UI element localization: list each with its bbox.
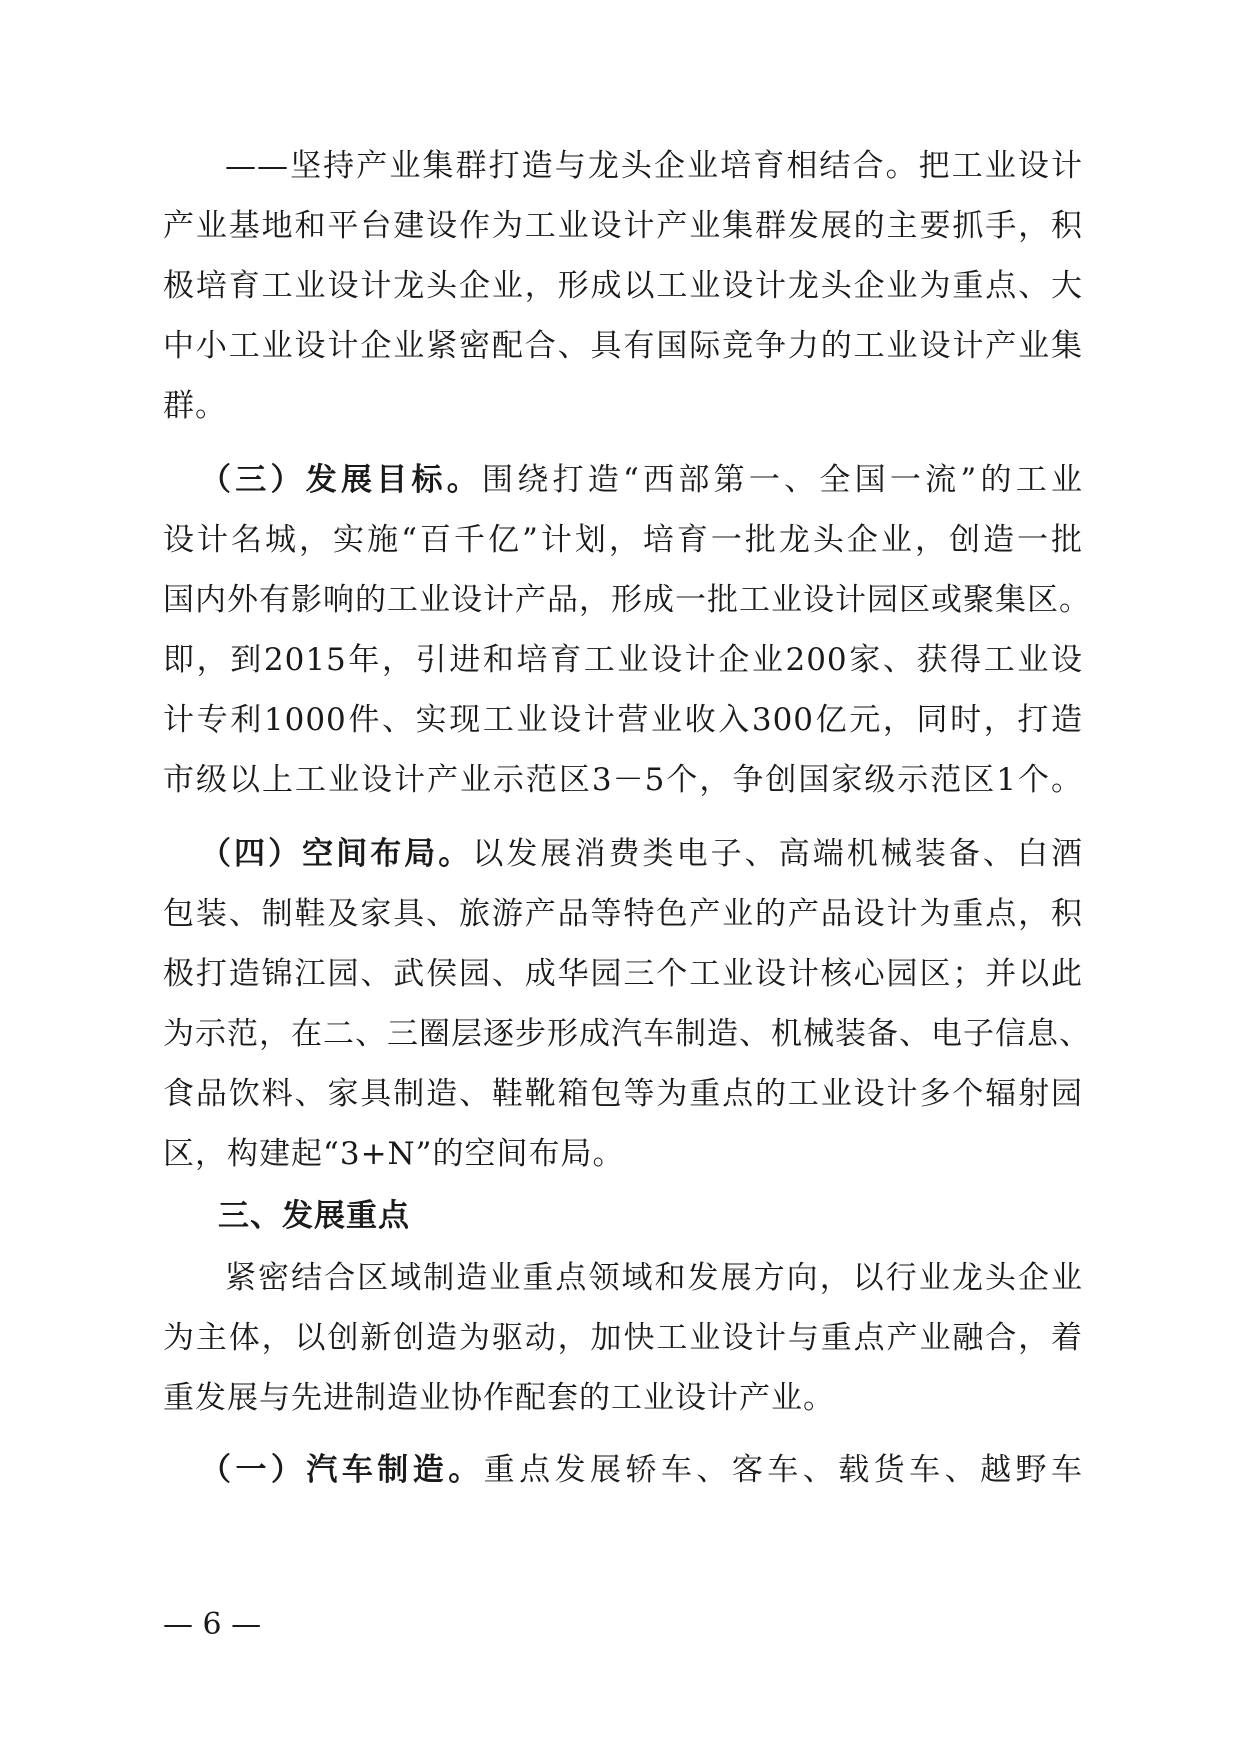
paragraph-text: 重点发展轿车、客车、载货车、越野车 xyxy=(483,1452,1084,1488)
paragraph-line: 设计名城，实施“百千亿”计划，培育一批龙头企业，创造一批 xyxy=(163,522,1083,558)
paragraph-line: 为主体，以创新创造为驱动，加快工业设计与重点产业融合，着 xyxy=(163,1320,1083,1356)
paragraph-text: 围绕打造“西部第一、全国一流”的工业 xyxy=(482,462,1083,498)
paragraph-line: 极打造锦江园、武侯园、成华园三个工业设计核心园区；并以此 xyxy=(163,956,1083,992)
paragraph-line: 国内外有影响的工业设计产品，形成一批工业设计园区或聚集区。 xyxy=(163,582,1091,618)
paragraph-line: 紧密结合区域制造业重点领域和发展方向，以行业龙头企业 xyxy=(225,1260,1083,1296)
paragraph-line: 区，构建起“3+N”的空间布局。 xyxy=(163,1136,625,1172)
page-number: — 6 — xyxy=(163,1607,262,1642)
subsection-heading: （一）汽车制造。 xyxy=(200,1452,484,1488)
paragraph-line: 群。 xyxy=(163,388,227,424)
paragraph-line: 食品饮料、家具制造、鞋靴箱包等为重点的工业设计多个辐射园 xyxy=(163,1076,1083,1112)
paragraph-line: 极培育工业设计龙头企业，形成以工业设计龙头企业为重点、大 xyxy=(163,268,1083,304)
section-heading: 三、发展重点 xyxy=(218,1198,410,1234)
paragraph-line: ——坚持产业集群打造与龙头企业培育相结合。把工业设计 xyxy=(225,148,1083,184)
paragraph-line: 中小工业设计企业紧密配合、具有国际竞争力的工业设计产业集 xyxy=(163,328,1083,364)
paragraph-line: 重发展与先进制造业协作配套的工业设计产业。 xyxy=(163,1380,835,1416)
paragraph-line-with-heading xyxy=(200,460,1083,500)
paragraph-line: 市级以上工业设计产业示范区3－5个，争创国家级示范区1个。 xyxy=(163,762,1083,798)
paragraph-line: 包装、制鞋及家具、旅游产品等特色产业的产品设计为重点，积 xyxy=(163,896,1083,932)
paragraph-line: 即，到2015年，引进和培育工业设计企业200家、获得工业设 xyxy=(163,642,1083,678)
paragraph-line: 产业基地和平台建设作为工业设计产业集群发展的主要抓手，积 xyxy=(163,208,1083,244)
paragraph-line: 计专利1000件、实现工业设计营业收入300亿元，同时，打造 xyxy=(163,702,1083,738)
paragraph-line: 为示范，在二、三圈层逐步形成汽车制造、机械装备、电子信息、 xyxy=(163,1016,1091,1052)
subsection-heading: （四）空间布局。 xyxy=(200,836,473,872)
paragraph-text: 以发展消费类电子、高端机械装备、白酒 xyxy=(472,836,1084,872)
subsection-heading: （三）发展目标。 xyxy=(200,462,483,498)
paragraph-line-with-heading xyxy=(200,1450,1083,1490)
paragraph-line-with-heading xyxy=(200,834,1083,874)
